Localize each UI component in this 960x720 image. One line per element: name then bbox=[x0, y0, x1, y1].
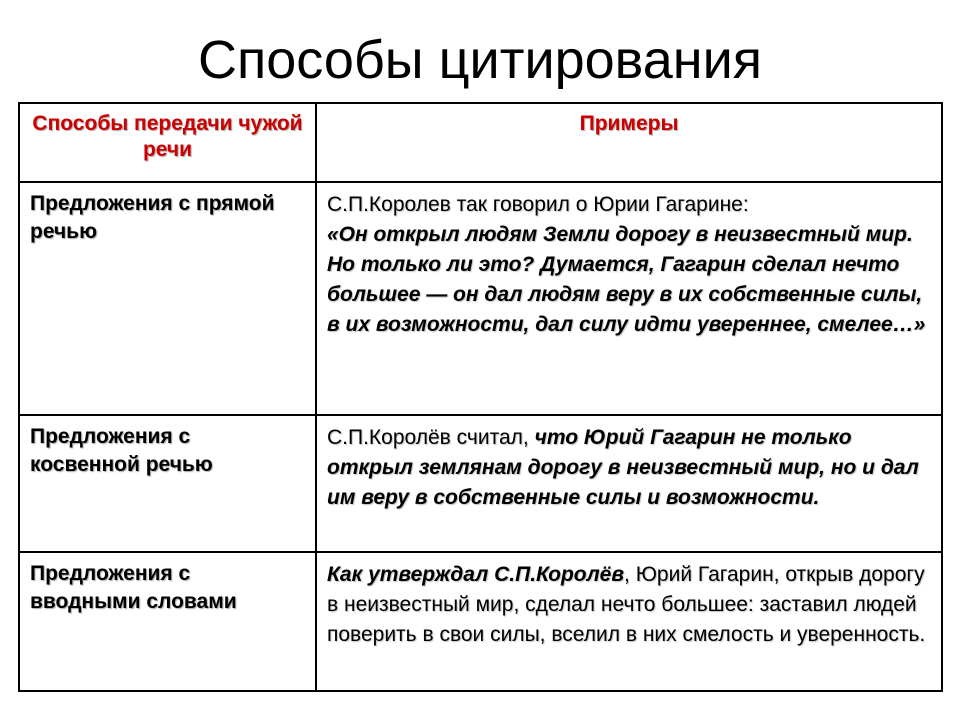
column-header-methods: Способы передачи чужой речи bbox=[19, 103, 316, 182]
example-quote-text: «Он открыл людям Земли дорогу в неизвестный мир. Но только ли это? Думается, Гагарин сделал нечто большее — он дал людям веру в их собственные силы, в их возможности, дал силу идти увереннее, смелее…» bbox=[327, 223, 926, 336]
column-header-examples: Примеры bbox=[316, 103, 942, 182]
citation-methods-table bbox=[18, 102, 943, 692]
table-row bbox=[19, 182, 942, 415]
row-label-introductory-words: Предложения с вводными словами bbox=[19, 552, 316, 691]
example-introductory-words bbox=[316, 552, 942, 691]
example-direct-speech bbox=[316, 182, 942, 415]
example-plain-text: С.П.Королев так говорил о Юрии Гагарине: bbox=[327, 193, 749, 216]
row-label-direct-speech: Предложения с прямой речью bbox=[19, 182, 316, 415]
example-emphasis-text: что Юрий Гагарин не только открыл землянам дорогу в неизвестный мир, но и дал им веру в собственные силы и возможности bbox=[327, 426, 919, 509]
example-plain-text: С.П.Королёв считал, bbox=[327, 426, 529, 449]
table-header-row bbox=[19, 103, 942, 182]
table-row bbox=[19, 415, 942, 552]
page-title: Способы цитирования bbox=[197, 30, 763, 90]
example-tail-text: . bbox=[813, 486, 820, 509]
row-label-indirect-speech: Предложения с косвенной речью bbox=[19, 415, 316, 552]
example-plain-text: , Юрий Гагарин, открыв дорогу в неизвестный мир, сделал нечто большее: заставил людей поверить в свои силы, вселил в них смелость и уверенность. bbox=[327, 563, 926, 646]
table-row bbox=[19, 552, 942, 691]
example-emphasis-text: Как утверждал С.П.Королёв bbox=[327, 563, 625, 586]
example-indirect-speech bbox=[316, 415, 942, 552]
